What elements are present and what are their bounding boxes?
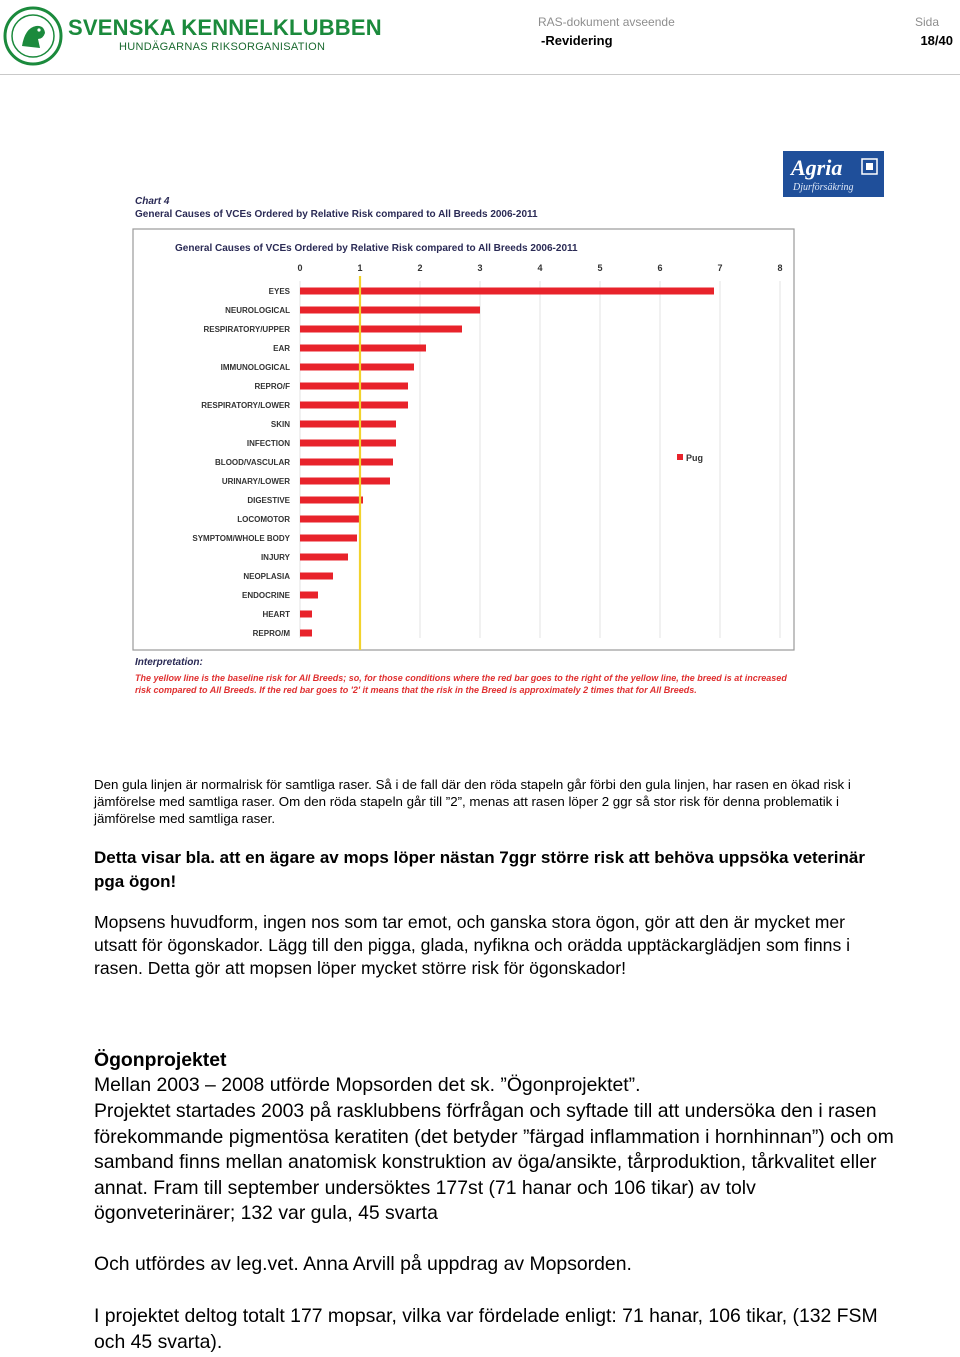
category-label: REPRO/F xyxy=(254,382,290,391)
bar xyxy=(300,497,363,504)
page-header xyxy=(0,0,960,80)
bar xyxy=(300,554,348,561)
paragraph-baseline-explanation: Den gula linjen är normalrisk för samtliga raser. Så i de fall där den röda stapeln går förbi den gula linjen, har rasen en ökad risk i jämförelse med samtliga raser. Om den röda stapeln går till ”2”, menas att rasen löper 2 ggr så stor risk för denna problematik i jämförelse med samtliga raser. xyxy=(94,777,851,826)
skk-seal-logo xyxy=(3,6,63,66)
category-label: IMMUNOLOGICAL xyxy=(220,363,290,372)
page-label: Sida xyxy=(914,15,939,29)
legend-swatch xyxy=(677,454,683,460)
section-heading-ogonprojektet: Ögonprojektet xyxy=(94,1049,227,1071)
bar xyxy=(300,592,318,599)
bar xyxy=(300,383,408,390)
legend-label: Pug xyxy=(686,453,703,463)
agria-sub-text: Djurförsäkring xyxy=(793,182,854,193)
relative-risk-chart xyxy=(130,226,797,654)
org-subtitle: HUNDÄGARNAS RIKSORGANISATION xyxy=(119,41,326,53)
x-tick-label: 3 xyxy=(477,263,483,273)
category-label: URINARY/LOWER xyxy=(221,477,290,486)
x-tick-label: 0 xyxy=(297,263,303,273)
chart-number: Chart 4 xyxy=(135,196,170,207)
bar xyxy=(300,573,333,580)
category-label: HEART xyxy=(262,610,290,619)
paragraph-eye-risk-highlight: Detta visar bla. att en ägare av mops löper nästan 7ggr större risk att behöva uppsöka veterinär pga ögon! xyxy=(94,848,865,891)
revision-label: -Revidering xyxy=(541,33,613,48)
x-tick-label: 8 xyxy=(777,263,783,273)
bar xyxy=(300,516,360,523)
category-label: DIGESTIVE xyxy=(247,496,290,505)
org-name: SVENSKA KENNELKLUBBEN xyxy=(68,15,382,40)
bar xyxy=(300,307,480,314)
bar xyxy=(300,345,426,352)
bar xyxy=(300,535,357,542)
bar xyxy=(300,630,312,637)
category-label: INFECTION xyxy=(246,439,290,448)
bar xyxy=(300,364,414,371)
paragraph-project-performer: Och utfördes av leg.vet. Anna Arvill på uppdrag av Mopsorden. xyxy=(94,1253,632,1275)
page-number: 18/40 xyxy=(920,33,953,48)
category-label: LOCOMOTOR xyxy=(237,515,290,524)
category-label: EAR xyxy=(273,344,290,353)
agria-brand-text: Agria xyxy=(791,155,843,180)
bar xyxy=(300,421,396,428)
bar xyxy=(300,478,390,485)
x-tick-label: 2 xyxy=(417,263,423,273)
doc-label: RAS-dokument avseende xyxy=(538,15,675,29)
category-label: NEUROLOGICAL xyxy=(225,306,290,315)
paragraph-head-shape: Mopsens huvudform, ingen nos som tar emot, och ganska stora ögon, gör att den är mycket mer utsatt för ögonskador. Lägg till den pigga, glada, nyfikna och orädda upptäckarglädjen som finns i rasen. Detta gör att mopsen löper mycket större risk för ögonskador! xyxy=(94,912,851,978)
header-divider xyxy=(0,74,960,75)
x-tick-label: 1 xyxy=(357,263,363,273)
category-label: REPRO/M xyxy=(252,629,290,638)
category-label: EYES xyxy=(268,287,290,296)
bar xyxy=(300,459,393,466)
x-tick-label: 5 xyxy=(597,263,603,273)
bar xyxy=(300,440,396,447)
category-label: SKIN xyxy=(270,420,290,429)
category-label: INJURY xyxy=(260,553,290,562)
category-label: RESPIRATORY/UPPER xyxy=(203,325,290,334)
interpretation-label: Interpretation: xyxy=(135,657,203,668)
paragraph-project-period: Mellan 2003 – 2008 utförde Mopsorden det sk. ”Ögonprojektet”. xyxy=(94,1074,641,1096)
chart-outer-title: General Causes of VCEs Ordered by Relative Risk compared to All Breeds 2006-2011 xyxy=(135,209,538,220)
category-label: BLOOD/VASCULAR xyxy=(215,458,290,467)
category-label: ENDOCRINE xyxy=(241,591,290,600)
bar xyxy=(300,402,408,409)
chart-inner-title: General Causes of VCEs Ordered by Relative Risk compared to All Breeds 2006-2011 xyxy=(175,243,578,254)
category-label: RESPIRATORY/LOWER xyxy=(201,401,290,410)
bar xyxy=(300,326,462,333)
agria-logo xyxy=(783,151,884,197)
x-tick-label: 7 xyxy=(717,263,723,273)
paragraph-project-description: Projektet startades 2003 på rasklubbens förfrågan och syftade till att undersöka den i rasen förekommande pigmentösa keratiten (det betyder ”färgad inflammation i hornhinnan”) och om samband finns mellan anatomisk konstruktion av öga/ansikte, tårproduktion, tårkvalitet eller annat. Fram till september undersöktes 177st (71 hanar och 106 tikar) av tolv ögonveterinärer; 132 var gula, 45 svarta xyxy=(94,1100,894,1224)
bar xyxy=(300,288,714,295)
x-tick-label: 4 xyxy=(537,263,543,273)
category-label: NEOPLASIA xyxy=(243,572,290,581)
category-label: SYMPTOM/WHOLE BODY xyxy=(192,534,290,543)
bar xyxy=(300,611,312,618)
paragraph-project-participants: I projektet deltog totalt 177 mopsar, vilka var fördelade enligt: 71 hanar, 106 tikar, (132 FSM och 45 svarta). xyxy=(94,1305,878,1353)
interpretation-text: The yellow line is the baseline risk for All Breeds; so, for those conditions where the red bar goes to the right of the yellow line, the breed is at increased risk compared to All Breeds. If the red bar goes to '2' it means that the risk in the Breed is approximately 2 times that for All Breeds. xyxy=(135,673,787,695)
x-tick-label: 6 xyxy=(657,263,663,273)
